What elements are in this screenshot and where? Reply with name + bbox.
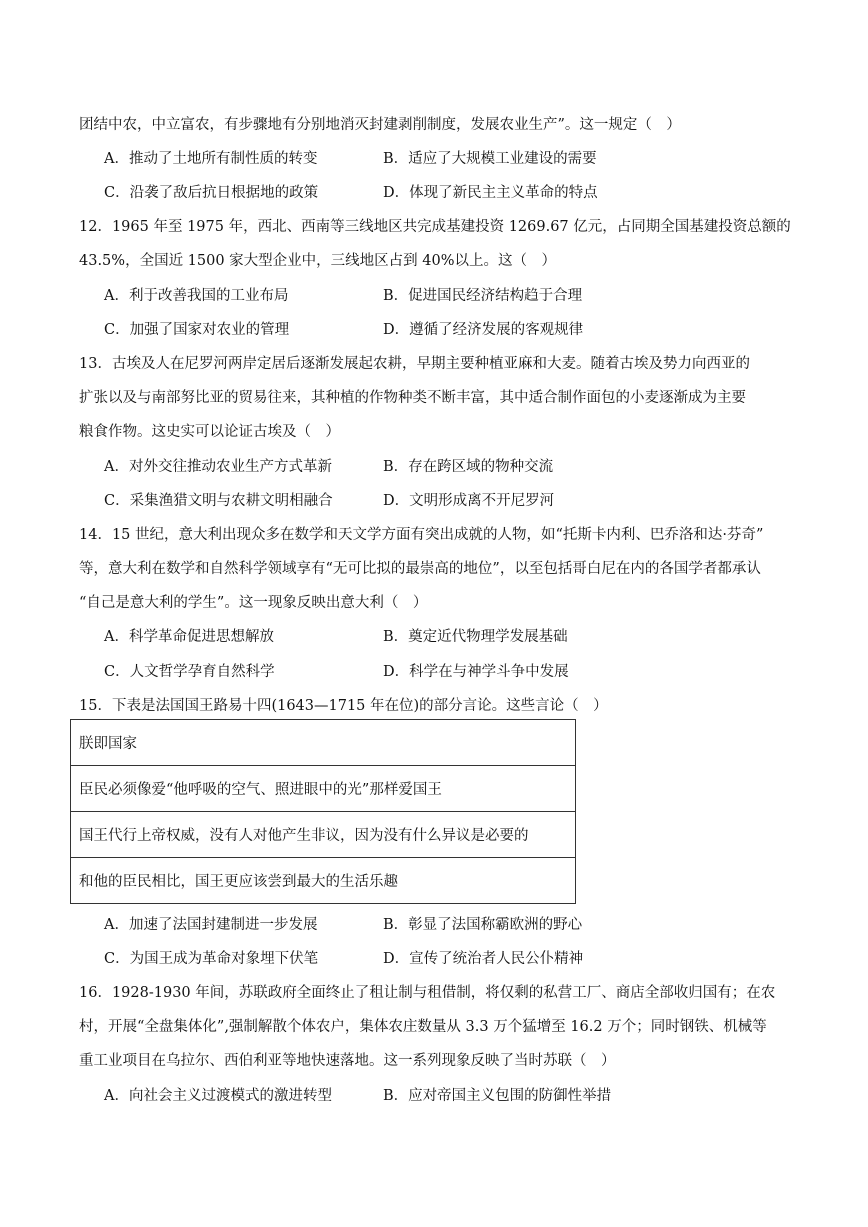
- q15-option-a[interactable]: A．加速了法国封建制进一步发展: [104, 917, 318, 933]
- table-cell: 臣民必须像爱“他呼吸的空气、照进眼中的光”那样爱国王: [71, 766, 576, 812]
- q14-option-a[interactable]: A．科学革命促进思想解放: [104, 629, 274, 645]
- q11-option-d[interactable]: D．体现了新民主主义革命的特点: [383, 185, 598, 201]
- q16-option-b[interactable]: B．应对帝国主义包围的防御性举措: [383, 1088, 612, 1104]
- table-row: [71, 858, 576, 904]
- q13-stem-line-3: 粮食作物。这史实可以论证古埃及（ ）: [79, 424, 340, 440]
- q13-stem-line-1: 13．古埃及人在尼罗河两岸定居后逐渐发展起农耕，早期主要种植亚麻和大麦。随着古埃及势力向西亚的: [79, 356, 750, 372]
- q11-option-b[interactable]: B．适应了大规模工业建设的需要: [383, 151, 597, 167]
- q16-option-a[interactable]: A．向社会主义过渡模式的激进转型: [104, 1088, 332, 1104]
- table-row: [71, 720, 576, 766]
- q13-option-c[interactable]: C．采集渔猎文明与农耕文明相融合: [104, 493, 333, 509]
- q11-option-c[interactable]: C．沿袭了敌后抗日根据地的政策: [104, 185, 319, 201]
- q11-option-a[interactable]: A．推动了土地所有制性质的转变: [104, 151, 318, 167]
- q14-option-d[interactable]: D．科学在与神学斗争中发展: [383, 664, 569, 680]
- q12-option-a[interactable]: A．利于改善我国的工业布局: [104, 288, 289, 304]
- q16-stem-line-2: 村，开展“全盘集体化”,强制解散个体农户，集体农庄数量从 3.3 万个猛增至 16.2 万个；同时钢铁、机械等: [79, 1019, 767, 1035]
- q14-stem-line-2: 等，意大利在数学和自然科学领域享有“无可比拟的最崇高的地位”，以至包括哥白尼在内的各国学者都承认: [79, 561, 761, 577]
- table-row: [71, 812, 576, 858]
- q14-stem-line-1: 14．15 世纪，意大利出现众多在数学和天文学方面有突出成就的人物，如“托斯卡内利、巴乔洛和达·芬奇”: [79, 527, 764, 543]
- q13-option-a[interactable]: A．对外交往推动农业生产方式革新: [104, 459, 332, 475]
- q12-option-c[interactable]: C．加强了国家对农业的管理: [104, 322, 290, 338]
- q12-stem-line-1: 12．1965 年至 1975 年，西北、西南等三线地区共完成基建投资 1269.67 亿元，占同期全国基建投资总额的: [79, 219, 791, 235]
- table-cell: 和他的臣民相比，国王更应该尝到最大的生活乐趣: [71, 858, 576, 904]
- q11-stem-line: 团结中农，中立富农，有步骤地有分别地消灭封建剥削制度，发展农业生产”。这一规定（ ）: [79, 117, 681, 133]
- quote-table: [70, 719, 576, 904]
- q13-option-b[interactable]: B．存在跨区域的物种交流: [383, 459, 554, 475]
- table-cell: 国王代行上帝权威，没有人对他产生非议，因为没有什么异议是必要的: [71, 812, 576, 858]
- q15-option-d[interactable]: D．宣传了统治者人民公仆精神: [383, 951, 584, 967]
- q14-stem-line-3: “自己是意大利的学生”。这一现象反映出意大利（ ）: [79, 595, 428, 611]
- q16-stem-line-3: 重工业项目在乌拉尔、西伯利亚等地快速落地。这一系列现象反映了当时苏联（ ）: [79, 1053, 616, 1069]
- q14-option-b[interactable]: B．奠定近代物理学发展基础: [383, 629, 568, 645]
- table-row: [71, 766, 576, 812]
- q12-option-d[interactable]: D．遵循了经济发展的客观规律: [383, 322, 584, 338]
- q15-option-c[interactable]: C．为国王成为革命对象埋下伏笔: [104, 951, 319, 967]
- table-cell: 朕即国家: [71, 720, 576, 766]
- q15-option-b[interactable]: B．彰显了法国称霸欧洲的野心: [383, 917, 583, 933]
- q13-stem-line-2: 扩张以及与南部努比亚的贸易往来，其种植的作物种类不断丰富，其中适合制作面包的小麦逐渐成为主要: [79, 390, 746, 406]
- q13-option-d[interactable]: D．文明形成离不开尼罗河: [383, 493, 555, 509]
- q12-option-b[interactable]: B．促进国民经济结构趋于合理: [383, 288, 583, 304]
- q12-stem-line-2: 43.5%，全国近 1500 家大型企业中，三线地区占到 40%以上。这（ ）: [79, 253, 557, 269]
- q14-option-c[interactable]: C．人文哲学孕育自然科学: [104, 664, 275, 680]
- q16-stem-line-1: 16．1928-1930 年间，苏联政府全面终止了租让制与租借制，将仅剩的私营工厂、商店全部收归国有；在农: [79, 985, 776, 1001]
- q15-stem-line: 15．下表是法国国王路易十四(1643—1715 年在位)的部分言论。这些言论（ ）: [79, 698, 608, 714]
